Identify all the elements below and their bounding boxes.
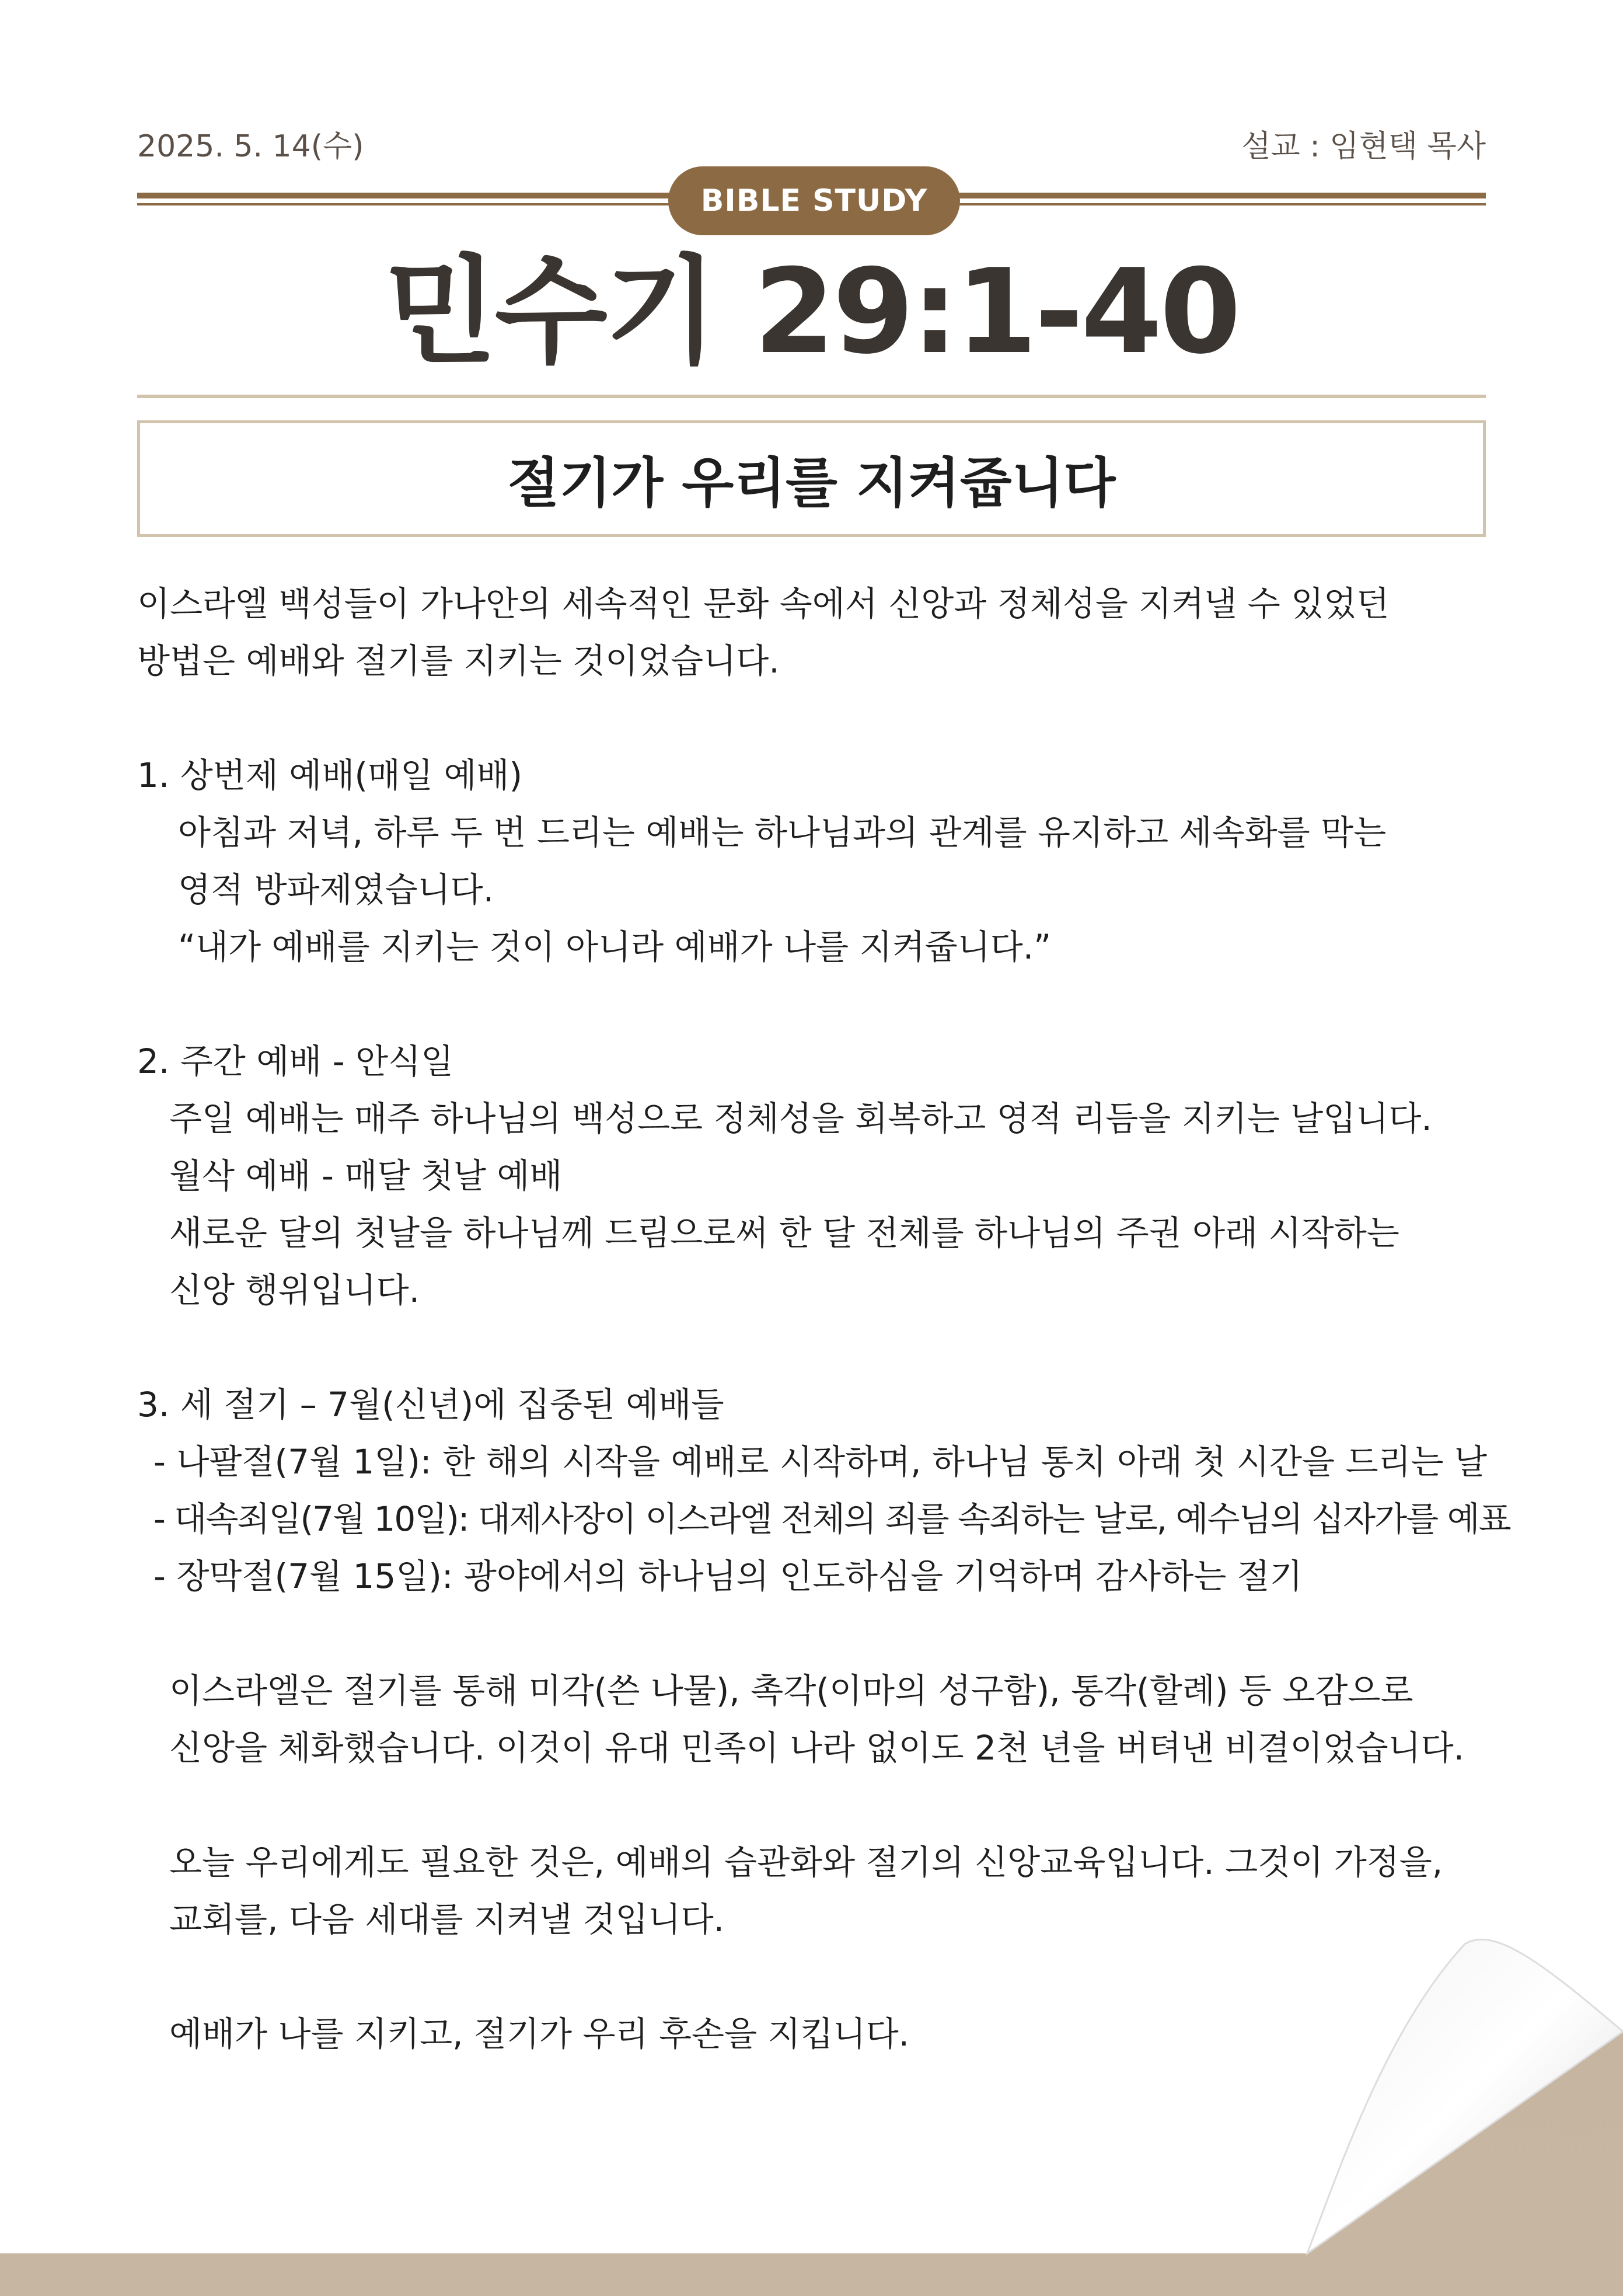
paragraph-line: 오늘 우리에게도 필요한 것은, 예배의 습관화와 절기의 신앙교육입니다. 그것이 가정을, <box>169 1842 1443 1882</box>
preacher-label: 설교 : 임현택 목사 <box>1241 128 1486 164</box>
feast-item: - 나팔절(7월 1일): 한 해의 시작을 예배로 시작하며, 하나님 통치 아래 첫 시간을 드리는 날 <box>153 1442 1488 1482</box>
section-line: 주일 예배는 매주 하나님의 백성으로 정체성을 회복하고 영적 리듬을 지키는 날입니다. <box>169 1099 1432 1138</box>
subtitle-text: 절기가 우리를 지켜줍니다 <box>507 452 1116 514</box>
section-line: 새로운 달의 첫날을 하나님께 드림으로써 한 달 전체를 하나님의 주권 아래 시작하는 <box>169 1213 1399 1253</box>
section-line: 영적 방파제였습니다. <box>178 870 494 910</box>
section-line: 아침과 저녁, 하루 두 번 드리는 예배는 하나님과의 관계를 유지하고 세속화를 막는 <box>178 813 1387 852</box>
intro-line: 방법은 예배와 절기를 지키는 것이었습니다. <box>137 641 780 681</box>
bible-study-badge: BIBLE STUDY <box>668 166 960 235</box>
paragraph-line: 신앙을 체화했습니다. 이것이 유대 민족이 나라 없이도 2천 년을 버텨낸 비결이었습니다. <box>169 1728 1465 1768</box>
section-heading: 3. 세 절기 – 7월(신년)에 집중된 예배들 <box>137 1385 724 1424</box>
header-row <box>137 123 1486 163</box>
paragraph-line: 이스라엘은 절기를 통해 미각(쓴 나물), 촉각(이마의 성구함), 통각(할례) 등 오감으로 <box>169 1671 1413 1710</box>
paragraph-line: 교회를, 다음 세대를 지켜낼 것입니다. <box>169 1900 725 1939</box>
page-title: 민수기 29:1-40 <box>384 244 1239 380</box>
closing-line: 예배가 나를 지키고, 절기가 우리 후손을 지킵니다. <box>169 2014 910 2054</box>
sermon-body <box>137 575 1510 2062</box>
section-line: 신앙 행위입니다. <box>169 1270 420 1310</box>
section-line: “내가 예배를 지키는 것이 아니라 예배가 나를 지켜줍니다.” <box>178 927 1052 967</box>
feast-item: - 장막절(7월 15일): 광야에서의 하나님의 인도하심을 기억하며 감사하는 절기 <box>153 1556 1303 1596</box>
intro-line: 이스라엘 백성들이 가나안의 세속적인 문화 속에서 신앙과 정체성을 지켜낼 수 있었던 <box>137 584 1390 623</box>
feast-item: - 대속죄일(7월 10일): 대제사장이 이스라엘 전체의 죄를 속죄하는 날로, 예수님의 십자가를 예표 <box>153 1499 1510 1539</box>
date-label: 2025. 5. 14(수) <box>137 128 364 164</box>
sermon-subtitle <box>137 420 1486 537</box>
title-divider <box>137 395 1486 398</box>
section-heading: 1. 상번제 예배(매일 예배) <box>137 755 523 795</box>
section-heading: 2. 주간 예배 - 안식일 <box>137 1041 454 1081</box>
section-line: 월삭 예배 - 매달 첫날 예배 <box>169 1156 563 1196</box>
